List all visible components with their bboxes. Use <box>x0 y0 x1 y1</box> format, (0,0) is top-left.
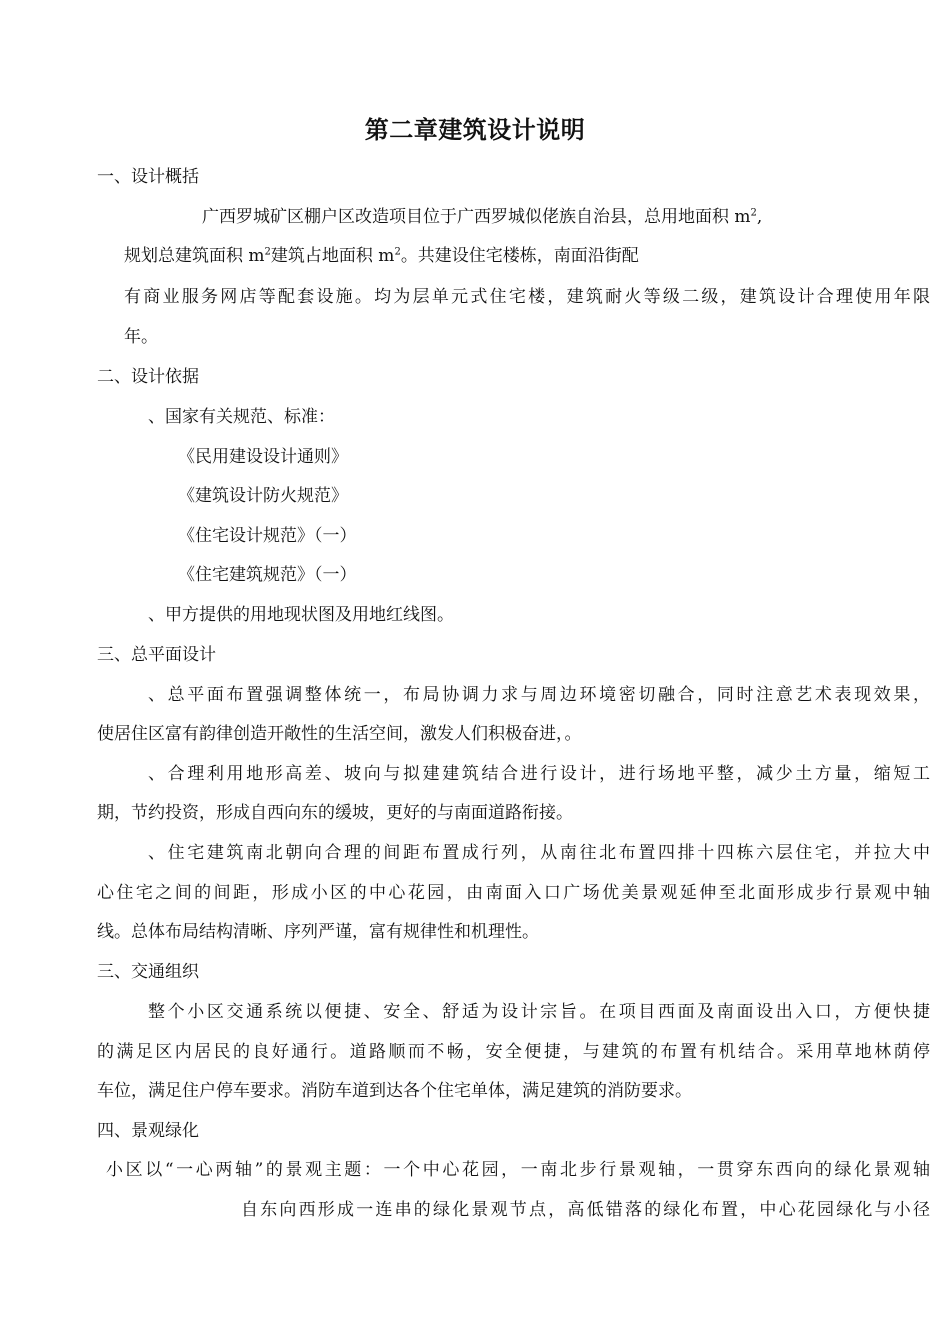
paragraph-line: 年。 <box>124 327 158 347</box>
list-item: 、甲方提供的用地现状图及用地红线图。 <box>148 605 454 625</box>
paragraph-line: 、住宅建筑南北朝向合理的间距布置成行列，从南往北布置四排十四栋六层住宅，并拉大中 <box>148 843 930 863</box>
standard-item: 《住宅建筑规范》（一） <box>178 565 357 585</box>
page-title: 第二章建筑设计说明 <box>364 116 586 144</box>
section-heading-landscape: 四、景观绿化 <box>97 1121 199 1141</box>
superscript: 2 <box>264 246 271 258</box>
standard-item: 《民用建设设计通则》 <box>178 447 348 467</box>
paragraph-line: 的满足区内居民的良好通行。道路顺而不畅，安全便捷，与建筑的布置有机结合。采用草地林荫停 <box>97 1042 930 1062</box>
text-run: 广西罗城矿区棚户区改造项目位于广西罗城似佬族自治县，总用地面积 m <box>202 207 751 227</box>
text-run: , <box>756 207 763 227</box>
standard-item: 《建筑设计防火规范》 <box>178 486 348 506</box>
paragraph-line: 小区以“一心两轴”的景观主题：一个中心花园，一南北步行景观轴，一贯穿东西向的绿化景观轴 <box>106 1160 930 1180</box>
standard-item: 《住宅设计规范》（一） <box>178 526 357 546</box>
list-item: 、国家有关规范、标准： <box>148 407 335 427</box>
section-heading-site-plan: 三、总平面设计 <box>97 645 216 665</box>
paragraph-line: 线。总体布局结构清晰、序列严谨，富有规律性和机理性。 <box>97 922 539 942</box>
paragraph-line <box>124 245 639 267</box>
paragraph-line: 期，节约投资，形成自西向东的缓坡，更好的与南面道路衔接。 <box>97 803 573 823</box>
paragraph-line: 、合理利用地形高差、坡向与拟建建筑结合进行设计，进行场地平整，减少土方量，缩短工 <box>148 764 930 784</box>
superscript: 2 <box>394 246 401 258</box>
paragraph-line: 使居住区富有韵律创造开敞性的生活空间，激发人们积极奋进，。 <box>97 724 582 744</box>
section-heading-traffic: 三、交通组织 <box>97 962 199 982</box>
paragraph-line: 车位，满足住户停车要求。消防车道到达各个住宅单体，满足建筑的消防要求。 <box>97 1081 692 1101</box>
text-run: 建筑占地面积 m <box>270 246 395 266</box>
paragraph-line <box>202 206 762 228</box>
section-heading-basis: 二、设计依据 <box>97 367 199 387</box>
section-heading-overview: 一、设计概括 <box>97 167 199 187</box>
superscript: 2 <box>750 207 757 219</box>
paragraph-line: 自东向西形成一连串的绿化景观节点，高低错落的绿化布置，中心花园绿化与小径 <box>241 1200 930 1220</box>
paragraph-line: 、总平面布置强调整体统一，布局协调力求与周边环境密切融合，同时注意艺术表现效果， <box>148 685 930 705</box>
text-run: 规划总建筑面积 m <box>124 246 265 266</box>
paragraph-line: 心住宅之间的间距，形成小区的中心花园，由南面入口广场优美景观延伸至北面形成步行景观中轴 <box>97 883 930 903</box>
paragraph-line: 有商业服务网店等配套设施。均为层单元式住宅楼，建筑耐火等级二级，建筑设计合理使用年限 <box>124 287 930 307</box>
text-run: 。共建设住宅楼栋，南面沿街配 <box>400 246 639 266</box>
paragraph-line: 整个小区交通系统以便捷、安全、舒适为设计宗旨。在项目西面及南面设出入口，方便快捷 <box>148 1002 930 1022</box>
